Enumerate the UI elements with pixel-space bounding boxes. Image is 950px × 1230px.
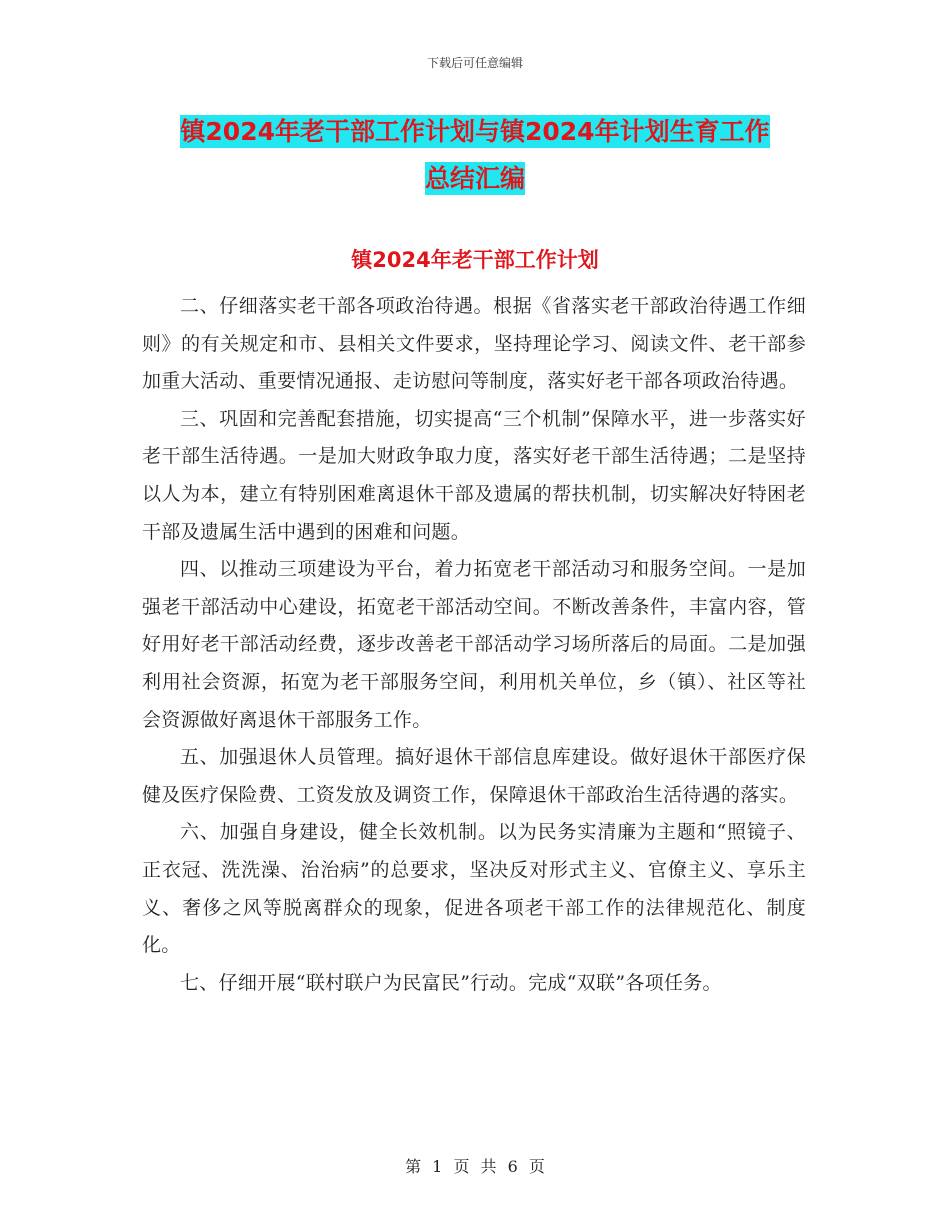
- document-body: [142, 288, 806, 1002]
- paragraph-5: 五、加强退休人员管理。搞好退休干部信息库建设。做好退休干部医疗保健及医疗保险费、工资发放及调资工作，保障退休干部政治生活待遇的落实。: [142, 746, 806, 806]
- paragraph-7: 七、仔细开展“联村联户为民富民”行动。完成“双联”各项任务。: [180, 971, 722, 994]
- paragraph-6: 六、加强自身建设，健全长效机制。以为民务实清廉为主题和“照镜子、正衣冠、洗洗澡、治治病”的总要求，坚决反对形式主义、官僚主义、享乐主义、奢侈之风等脱离群众的现象，促进各项老干部工作的法律规范化、制度化。: [142, 821, 806, 957]
- document-title: [140, 108, 810, 202]
- section-title: 镇2024年老干部工作计划: [351, 248, 599, 272]
- header-note: 下载后可任意编辑: [426, 56, 523, 70]
- paragraph-3: 三、巩固和完善配套措施，切实提高“三个机制”保障水平，进一步落实好老干部生活待遇。一是加大财政争取力度，落实好老干部生活待遇；二是坚持以人为本，建立有特别困难离退休干部及遗属的帮扶机制，切实解决好特困老干部及遗属生活中遇到的困难和问题。: [142, 407, 806, 543]
- document-title-line-1: 镇2024年老干部工作计划与镇2024年计划生育工作: [180, 117, 770, 146]
- paragraph-4: 四、以推动三项建设为平台，着力拓宽老干部活动习和服务空间。一是加强老干部活动中心建设，拓宽老干部活动空间。不断改善条件，丰富内容，管好用好老干部活动经费，逐步改善老干部活动学习场所落后的局面。二是加强利用社会资源，拓宽为老干部服务空间，利用机关单位，乡（镇）、社区等社会资源做好离退休干部服务工作。: [142, 558, 806, 731]
- paragraph-2: 二、仔细落实老干部各项政治待遇。根据《省落实老干部政治待遇工作细则》的有关规定和市、县相关文件要求，坚持理论学习、阅读文件、老干部参加重大活动、重要情况通报、走访慰问等制度，落实好老干部各项政治待遇。: [142, 295, 806, 393]
- document-title-line-2: 总结汇编: [424, 164, 525, 193]
- page-footer: 第 1 页 共 6 页: [405, 1157, 545, 1176]
